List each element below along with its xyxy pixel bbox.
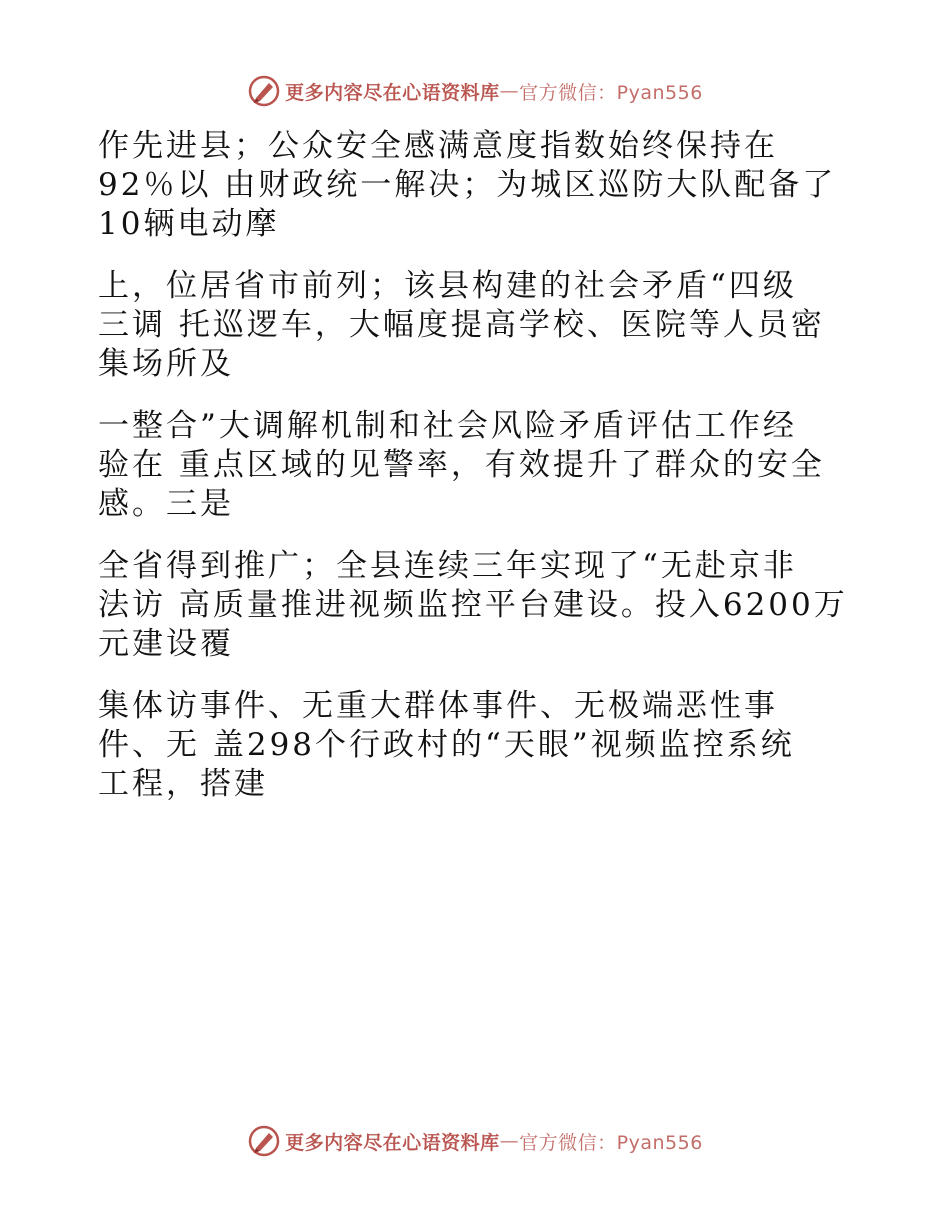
watermark-separator: — — [499, 1130, 520, 1152]
document-body — [98, 127, 858, 827]
watermark-main-text: 更多内容尽在心语资料库 — [285, 81, 500, 104]
text-line: 验在 重点区域的见警率，有效提升了群众的安全 — [98, 447, 825, 483]
paragraph-1 — [98, 127, 858, 244]
text-line: 10辆电动摩 — [98, 206, 280, 242]
text-line: 工程，搭建 — [98, 766, 268, 802]
watermark-handle: 官方微信：Pyan556 — [519, 81, 703, 104]
text-line: 法访 高质量推进视频监控平台建设。投入6200万 — [98, 587, 848, 623]
paragraph-5 — [98, 687, 858, 804]
text-line: 一整合”大调解机制和社会风险矛盾评估工作经 — [98, 408, 797, 444]
pen-seal-icon — [247, 1124, 281, 1158]
paragraph-3 — [98, 407, 858, 524]
text-line: 集体访事件、无重大群体事件、无极端恶性事 — [98, 688, 778, 724]
text-line: 感。三是 — [98, 486, 234, 522]
watermark-main-text: 更多内容尽在心语资料库 — [285, 1131, 500, 1154]
footer-watermark — [0, 1124, 950, 1158]
text-line: 集场所及 — [98, 346, 234, 382]
pen-seal-icon — [247, 74, 281, 108]
text-line: 92％以 由财政统一解决；为城区巡防大队配备了 — [98, 167, 837, 203]
watermark-handle: 官方微信：Pyan556 — [519, 1131, 703, 1154]
text-line: 件、无 盖298个行政村的“天眼”视频监控系统 — [98, 727, 795, 763]
text-line: 作先进县；公众安全感满意度指数始终保持在 — [98, 128, 778, 164]
text-line: 全省得到推广；全县连续三年实现了“无赴京非 — [98, 548, 797, 584]
text-line: 元建设覆 — [98, 626, 234, 662]
paragraph-2 — [98, 267, 858, 384]
paragraph-4 — [98, 547, 858, 664]
text-line: 三调 托巡逻车，大幅度提高学校、医院等人员密 — [98, 307, 825, 343]
text-line: 上，位居省市前列；该县构建的社会矛盾“四级 — [98, 268, 797, 304]
watermark-separator: — — [499, 80, 520, 102]
header-watermark — [0, 74, 950, 108]
